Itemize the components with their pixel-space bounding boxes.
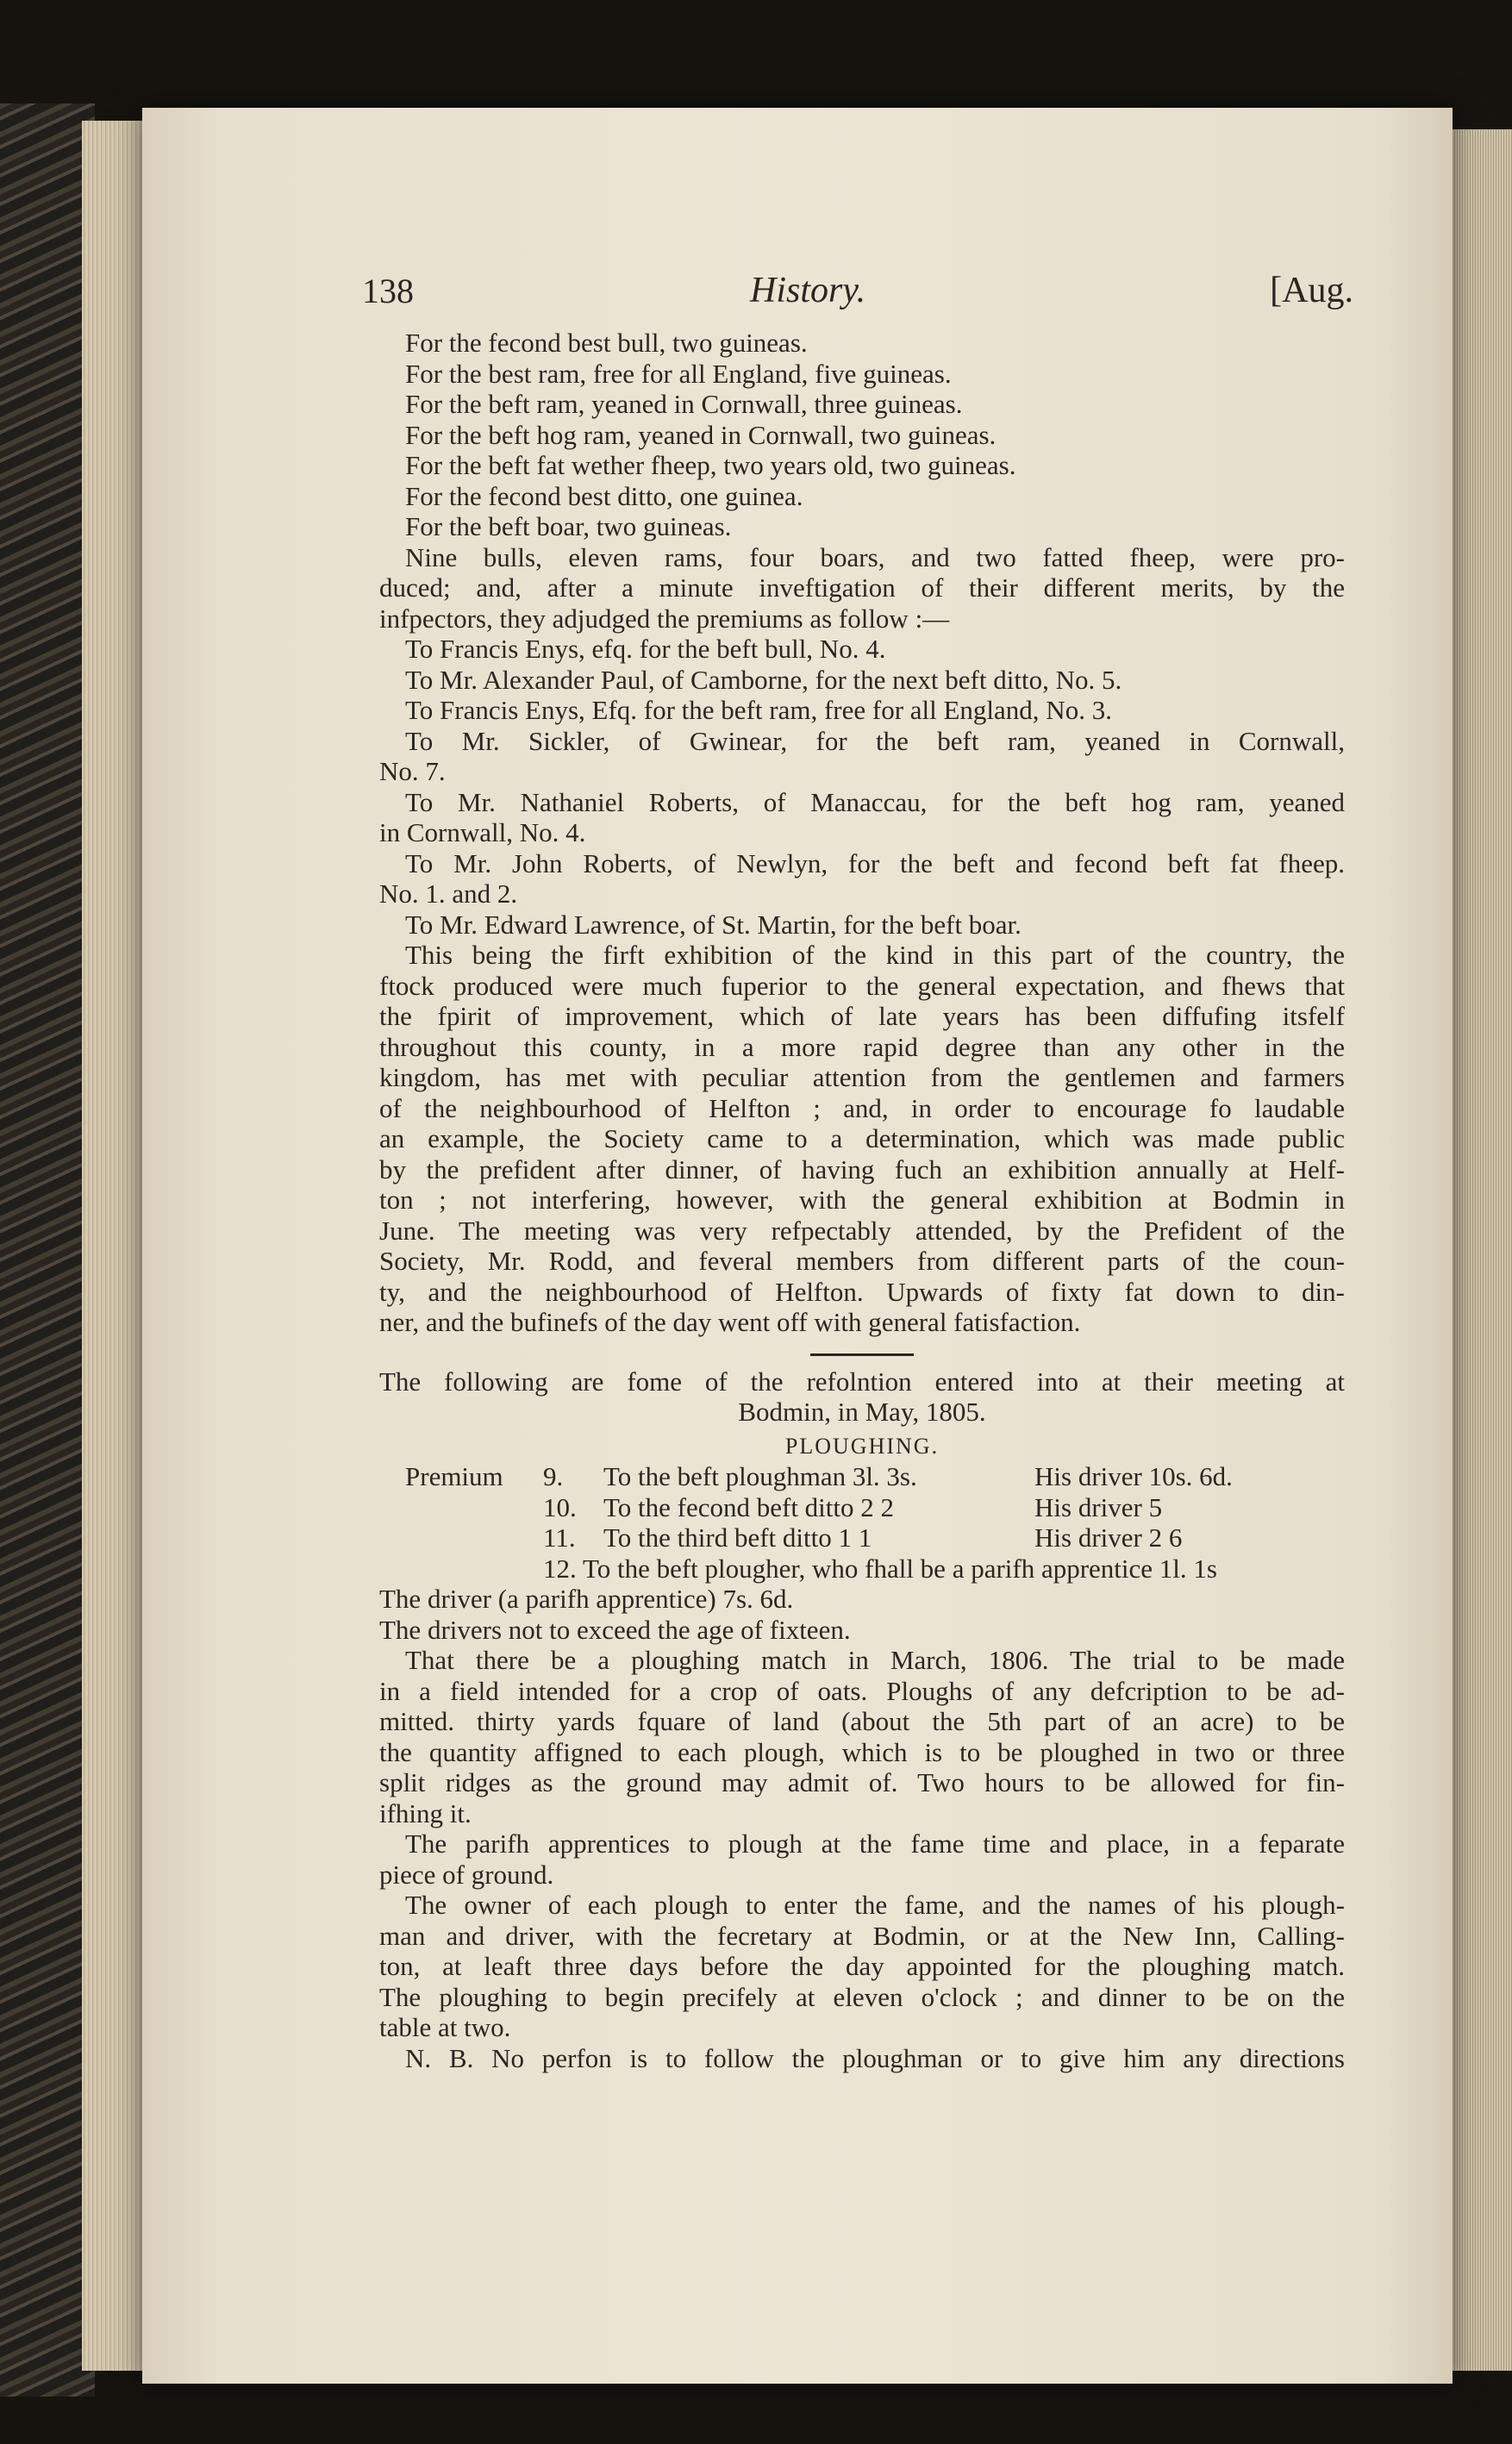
premium-row	[379, 1461, 1233, 1492]
text-line: infpectors, they adjudged the premiums as follow :—	[379, 603, 950, 634]
text-line: The ploughing to begin precifely at eleven o'clock ; and dinner to be on the	[379, 1981, 1345, 2012]
text-line: duced; and, after a minute inveftigation of their different merits, by the	[379, 572, 1345, 603]
paragraph-ploughing-match	[379, 1645, 1345, 1828]
text-line: The parifh apprentices to plough at the fame time and place, in a feparate	[405, 1828, 1345, 1859]
paragraph-exhibition	[379, 940, 1345, 1338]
text-line: ton ; not interfering, however, with the general exhibition at Bodmin in	[379, 1184, 1345, 1215]
prize-line: For the fecond best ditto, one guinea.	[405, 480, 803, 511]
premium-number: 9.	[543, 1461, 564, 1491]
text-line: The following are fome of the refolntion entered into at their meeting at	[379, 1366, 1345, 1397]
award-list	[379, 634, 1345, 940]
prize-line: For the beft fat wether fheep, two years old, two guineas.	[405, 450, 1016, 480]
text-line: kingdom, has met with peculiar attention from the gentlemen and farmers	[379, 1062, 1345, 1092]
text-line: table at two.	[379, 2012, 511, 2042]
text-line: by the prefident after dinner, of having fuch an exhibition annually at Helf-	[379, 1153, 1345, 1184]
text-line: The owner of each plough to enter the fame, and the names of his plough-	[405, 1890, 1345, 1920]
section-divider	[810, 1353, 914, 1356]
paragraph-owner	[379, 1890, 1345, 2043]
page-edges-right	[1453, 129, 1512, 2371]
nota-bene: N. B. No perfon is to follow the ploughman or to give him any directions	[405, 2042, 1345, 2073]
marbled-cover-edge	[0, 103, 95, 2397]
running-header	[362, 271, 1353, 328]
award-line: To Mr. Nathaniel Roberts, of Manaccau, for the beft hog ram, yeaned	[405, 786, 1345, 817]
ploughing-heading: PLOUGHING.	[784, 1433, 940, 1459]
text-line: That there be a ploughing match in March, 1806. The trial to be made	[405, 1645, 1345, 1675]
running-title: History.	[750, 271, 866, 310]
premium-description: To the third beft ditto 1 1	[603, 1522, 872, 1553]
premium-driver: His driver 2 6	[1034, 1522, 1183, 1553]
premium-table	[379, 1461, 1233, 1553]
premium-number: 10.	[543, 1491, 577, 1522]
text-line: the fpirit of improvement, which of late years has been diffufing itsfelf	[379, 1001, 1345, 1031]
award-line: No. 1. and 2.	[379, 878, 518, 909]
text-line: This being the firft exhibition of the kind in this part of the country, the	[405, 940, 1345, 970]
premium-driver: His driver 10s. 6d.	[1034, 1461, 1233, 1491]
prize-line: For the fecond best bull, two guineas.	[405, 328, 808, 358]
prize-line: For the beft boar, two guineas.	[405, 511, 732, 541]
award-line: No. 7.	[379, 756, 446, 786]
text-line: ty, and the neighbourhood of Helfton. Upwards of fixty fat down to din-	[379, 1276, 1345, 1307]
text-line: Bodmin, in May, 1805.	[738, 1397, 986, 1427]
premium-lead	[379, 1492, 543, 1523]
driver-note: The driver (a parifh apprentice) 7s. 6d.	[379, 1584, 794, 1614]
award-line: in Cornwall, No. 4.	[379, 817, 586, 847]
prize-list	[379, 328, 1345, 542]
text-line: split ridges as the ground may admit of. Two hours to be allowed for fin-	[379, 1767, 1345, 1797]
award-line: To Francis Enys, efq. for the beft bull, No. 4.	[405, 634, 886, 664]
resolution-intro	[379, 1366, 1345, 1428]
text-line: throughout this county, in a more rapid degree than any other in the	[379, 1031, 1345, 1062]
award-line: To Mr. Edward Lawrence, of St. Martin, for the beft boar.	[405, 909, 1022, 940]
text-line: ner, and the bufinefs of the day went off with general fatisfaction.	[379, 1307, 1081, 1337]
page-content	[362, 271, 1353, 2073]
text-line: ftock produced were much fuperior to the general expectation, and fhews that	[379, 970, 1345, 1001]
prize-line: For the beft hog ram, yeaned in Cornwall, two guineas.	[405, 419, 997, 450]
text-line: June. The meeting was very refpectably attended, by the Prefident of the	[379, 1215, 1345, 1246]
award-line: To Francis Enys, Efq. for the beft ram, free for all England, No. 3.	[405, 695, 1112, 725]
paragraph-apprentices	[379, 1828, 1345, 1890]
award-line: To Mr. Sickler, of Gwinear, for the beft ram, yeaned in Cornwall,	[405, 725, 1345, 756]
text-line: the quantity affigned to each plough, which is to be ploughed in two or three	[379, 1736, 1345, 1767]
text-line: mitted. thirty yards fquare of land (about the 5th part of an acre) to be	[379, 1706, 1345, 1736]
text-line: Nine bulls, eleven rams, four boars, and two fatted fheep, were pro-	[405, 541, 1345, 572]
text-line: in a field intended for a crop of oats. Ploughs of any defcription to be ad-	[379, 1675, 1345, 1706]
prize-line: For the beft ram, yeaned in Cornwall, three guineas.	[405, 389, 963, 419]
premium-lead: Premium	[405, 1461, 503, 1491]
award-line: To Mr. John Roberts, of Newlyn, for the beft and fecond beft fat fheep.	[405, 847, 1345, 878]
page-number: 138	[362, 272, 414, 310]
premium-row	[379, 1492, 1233, 1523]
running-month: [Aug.	[1270, 271, 1353, 310]
text-line: an example, the Society came to a determination, which was made public	[379, 1123, 1345, 1153]
text-line: of the neighbourhood of Helfton ; and, in order to encourage fo laudable	[379, 1092, 1345, 1123]
premium-row-12: 12. To the beft plougher, who fhall be a parifh apprentice 1l. 1s	[543, 1553, 1217, 1584]
premium-description: To the fecond beft ditto 2 2	[603, 1491, 895, 1522]
prize-line: For the best ram, free for all England, five guineas.	[405, 358, 952, 389]
premium-number: 11.	[543, 1522, 576, 1553]
premium-row	[379, 1522, 1233, 1553]
premium-description: To the beft ploughman 3l. 3s.	[603, 1461, 917, 1491]
award-line: To Mr. Alexander Paul, of Camborne, for the next beft ditto, No. 5.	[405, 664, 1122, 695]
premium-driver: His driver 5	[1034, 1491, 1163, 1522]
text-line: Society, Mr. Rodd, and feveral members from different parts of the coun-	[379, 1246, 1345, 1276]
text-line: ifhing it.	[379, 1797, 472, 1828]
age-note: The drivers not to exceed the age of fixteen.	[379, 1614, 851, 1645]
text-line: ton, at leaft three days before the day appointed for the ploughing match.	[379, 1951, 1345, 1981]
paragraph-nine-bulls	[379, 542, 1345, 634]
premium-lead	[379, 1522, 543, 1553]
text-line: man and driver, with the fecretary at Bodmin, or at the New Inn, Calling-	[379, 1920, 1345, 1951]
text-line: piece of ground.	[379, 1859, 554, 1890]
